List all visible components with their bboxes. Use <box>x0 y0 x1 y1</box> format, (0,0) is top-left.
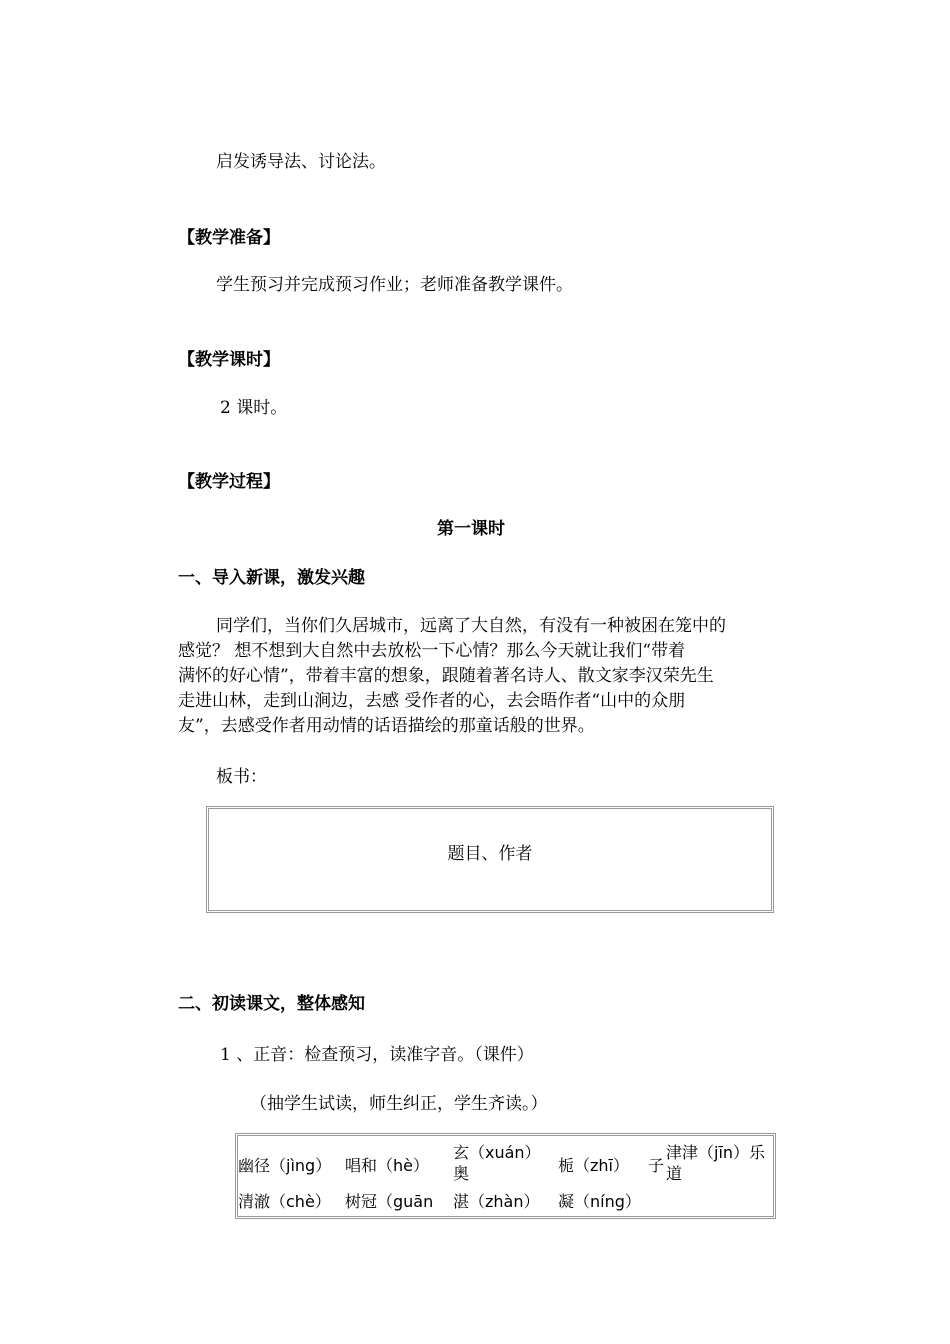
vocab-cell: 唱和（hè） <box>345 1156 429 1175</box>
vocab-cell: 子 <box>648 1156 665 1175</box>
section-heading-hours: 【教学课时】 <box>178 350 280 370</box>
hours-text: 2 课时。 <box>220 398 288 418</box>
paragraph-line: 满怀的好心情”，带着丰富的想象，跟随着著名诗人、散文家李汉荣先生 <box>178 666 714 686</box>
paragraph-line: 友”，去感受作者用动情的话语描绘的那童话般的世界。 <box>178 716 595 736</box>
board-box <box>206 806 774 913</box>
step1-text: 1 、正音：检查预习，读准字音。（课件） <box>220 1045 534 1065</box>
vocab-cell: 幽径（jìng） <box>238 1156 332 1175</box>
part1-heading: 一、导入新课，激发兴趣 <box>178 568 365 588</box>
board-content: 题目、作者 <box>447 844 533 864</box>
paragraph-line: 同学们，当你们久居城市，远离了大自然，有没有一种被困在笼中的 <box>216 616 726 636</box>
vocab-table <box>235 1133 776 1219</box>
vocab-cell: 玄（xuán） <box>453 1143 541 1162</box>
vocab-cell: 清澈（chè） <box>238 1192 331 1211</box>
paragraph-line: 走进山林，走到山涧边，去感 受作者的心，去会晤作者“山中的众朋 <box>178 691 686 711</box>
vocab-cell: 津津（jīn）乐 <box>666 1143 766 1162</box>
vocab-cell: 树冠（guān <box>345 1192 434 1211</box>
vocab-cell: 道 <box>666 1164 683 1183</box>
section-heading-process: 【教学过程】 <box>178 472 280 492</box>
method-text: 启发诱导法、讨论法。 <box>216 152 386 172</box>
lesson-title: 第一课时 <box>437 519 505 539</box>
preparation-text: 学生预习并完成预习作业；老师准备教学课件。 <box>216 275 573 295</box>
vocab-cell: 栀（zhī） <box>558 1156 629 1175</box>
paragraph-line: 感觉？ 想不想到大自然中去放松一下心情？那么今天就让我们“带着 <box>178 641 686 661</box>
vocab-cell: 凝（níng） <box>558 1192 641 1211</box>
section-heading-preparation: 【教学准备】 <box>178 228 280 248</box>
board-label: 板书： <box>216 767 267 787</box>
vocab-cell: 奥 <box>453 1164 470 1183</box>
step1-note: （抽学生试读，师生纠正，学生齐读。） <box>250 1094 548 1114</box>
part2-heading: 二、初读课文，整体感知 <box>178 994 365 1014</box>
vocab-cell: 湛（zhàn） <box>453 1192 540 1211</box>
